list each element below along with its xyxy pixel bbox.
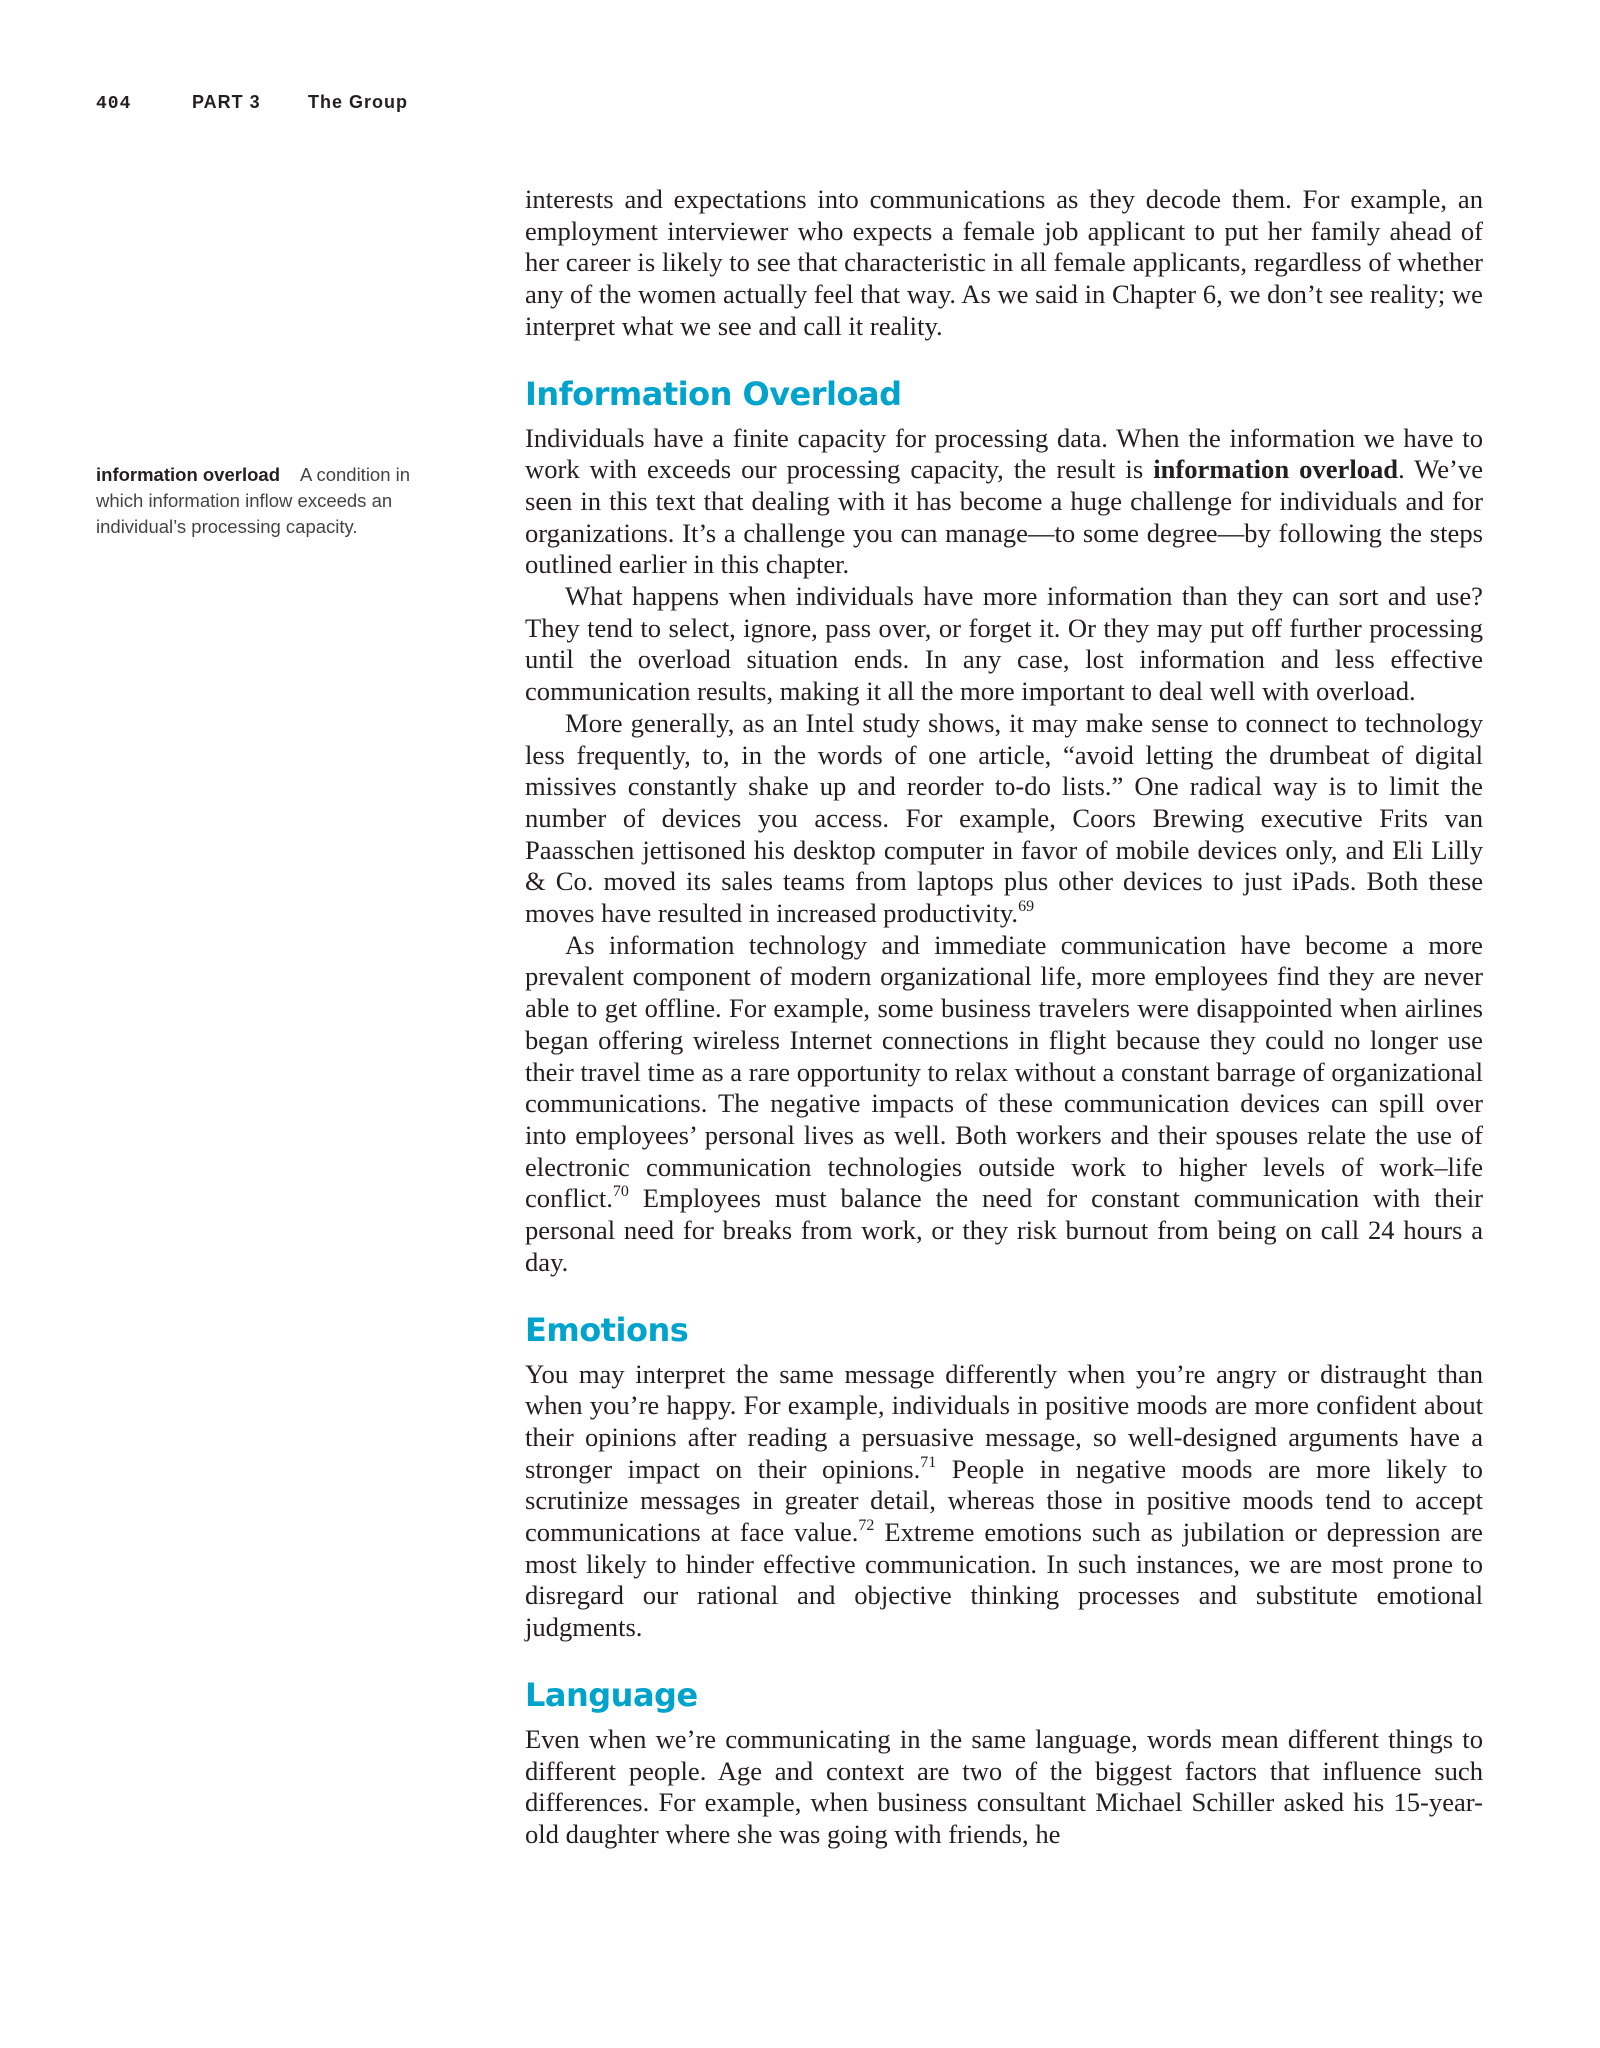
overload-paragraph-1: Individuals have a finite capacity for processing data. When the information we have to work with exceeds our processing capacity, the result is information overload. We’ve seen in this text that dealing with it has become a huge challenge for individuals and for organizations. It’s a challenge you can manage—to some degree—by following the steps outlined earlier in this chapter. (525, 422, 1484, 580)
emotions-paragraph: You may interpret the same message differently when you’re angry or distraught than when you’re happy. For example, individuals in positive moods are more confident about their opinions after reading a persuasive message, so well-designed arguments have a stronger impact on their opinions.$^{71}$ People in negative moods are more likely to scrutinize messages in greater detail, whereas those in positive moods tend to accept communications at face value.$^{72}$ Extreme emotions such as jubilation or depression are most likely to hinder effective communication. In such instances, we are most prone to disregard our rational and objective thinking processes and substitute emotional judgments. (525, 1358, 1483, 1643)
part-title: The Group (308, 92, 408, 112)
endnote-71: 71 (920, 1453, 937, 1471)
running-header (96, 92, 408, 114)
glossary-definition: A condition in which information inflow exceeds an individual’s processing capacity. (96, 464, 411, 537)
endnote-69: 69 (1018, 898, 1035, 916)
endnote-72: 72 (858, 1517, 875, 1535)
overload-paragraph-4: As information technology and immediate communication have become a more prevalent component of modern organizational life, more employees find they are never able to get offline. For example, some business travelers were disappointed when airlines began offering wireless Internet connections in flight because they could no longer use their travel time as a rare opportunity to relax without a constant barrage of organizational communications. The negative impacts of these communication devices can spill over into employees’ personal lives as well. Both workers and their spouses relate the use of electronic communication technologies outside work to higher levels of work–life conflict.$^{70}$ Employees must balance the need for constant communication with their personal need for breaks from work, or they risk burnout from being on call 24 hours a day. (525, 929, 1484, 1277)
part-label: PART 3 (192, 92, 261, 112)
key-term-information-overload: information overload (1153, 454, 1399, 485)
margin-glossary-note (96, 462, 426, 540)
page-number: 404 (96, 94, 132, 114)
overload-paragraph-2: What happens when individuals have more information than they can sort and use? They tend to select, ignore, pass over, or forget it. Or they may put off further processing until the overload situation ends. In any case, lost information and less effective communication results, making it all the more important to deal well with overload. (525, 581, 1483, 707)
heading-information-overload: Information Overload (525, 374, 902, 413)
endnote-70: 70 (612, 1183, 629, 1201)
overload-paragraph-3: More generally, as an Intel study shows, it may make sense to connect to technology less frequently, to, in the words of one article, “avoid letting the drumbeat of digital missives constantly shake up and reorder to-do lists.” One radical way is to limit the number of devices you access. For example, Coors Brewing executive Frits van Paasschen jettisoned his desktop computer in favor of mobile devices only, and Eli Lilly & Co. moved its sales teams from laptops plus other devices to just iPads. Both these moves have resulted in increased productivity.$^{69}$ (525, 707, 1483, 929)
body-text (525, 184, 1483, 1851)
heading-language: Language (525, 1675, 698, 1714)
intro-paragraph: interests and expectations into communications as they decode them. For example, an employment interviewer who expects a female job applicant to put her family ahead of her career is likely to see that characteristic in all female applicants, regardless of whether any of the women actually feel that way. As we said in Chapter 6, we don’t see reality; we interpret what we see and call it reality. (525, 184, 1483, 341)
language-paragraph: Even when we’re communicating in the same language, words mean different things to different people. Age and context are two of the biggest factors that influence such differences. For example, when business consultant Michael Schiller asked his 15-year-old daughter where she was going with friends, he (525, 1723, 1483, 1849)
glossary-term: information overload (96, 464, 280, 485)
heading-emotions: Emotions (525, 1310, 689, 1349)
